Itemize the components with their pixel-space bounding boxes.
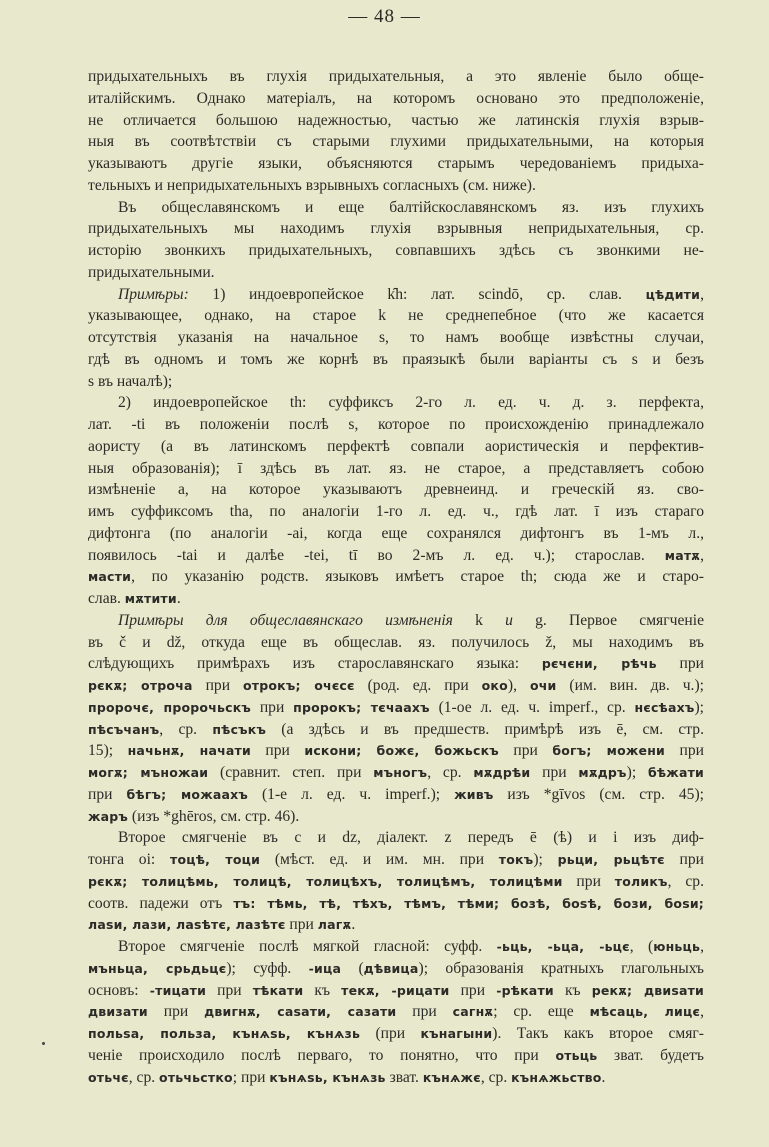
text-segment: лат. -ti въ положеніи послѣ s, которое по происхожденію принадлежало [88,416,704,433]
slavonic-text: око [481,678,508,693]
text-segment: при [192,677,244,694]
text-segment: , [700,1003,704,1021]
text-segment: , ср. [667,872,704,890]
slavonic-text: рєчєни, рѣчь [541,656,657,672]
text-line [88,936,704,958]
text-segment: при [449,981,497,999]
slavonic-text: масти [88,569,132,585]
slavonic-text: мѫдръ [578,765,627,780]
text-segment: ); образованія кратныхъ глагольныхъ [418,959,704,977]
text-line [88,610,704,632]
text-segment: дифтонга (по аналогіи -ai, когда еще сохранялся дифтонгъ въ 1-мъ л., [88,524,704,542]
slavonic-text: -тицати [149,982,207,998]
text-segment: (изъ *ghēros, см. стр. 46). [128,807,300,825]
slavonic-text: толикъ [614,873,668,889]
text-segment: ; при [232,1068,270,1086]
text-segment: при [206,981,253,999]
slavonic-text: отьчьстко [159,1069,233,1085]
text-segment: Второе смягченіе послѣ мягкой гласной: суфф. [118,938,497,955]
text-line [88,110,704,132]
slavonic-text: кънѧжє [422,1069,481,1085]
text-line [88,240,704,262]
text-segment: измѣненіе a, на которое указываютъ древнеинд. и греческій яз. сво- [88,481,704,499]
text-line [88,66,704,88]
text-line [88,436,704,458]
slavonic-text: кънагыни [420,1026,493,1041]
slavonic-text: матѫ [664,547,701,563]
text-segment: при [664,851,704,868]
text-line [88,153,704,175]
slavonic-text: рєкѫ; отроча [88,678,193,693]
text-segment: аористу (а въ латинскомъ перфектѣ совпали аористическія и перфектив- [88,437,704,455]
slavonic-text: отьць [555,1047,598,1063]
text-line [88,392,704,414]
slavonic-text: тъ: тѣмь, тѣ, тѣхъ, тѣмъ, тѣми; бозѣ, боѕѣ, бози, боѕи; [233,895,704,911]
text-line [88,958,704,980]
text-line [88,175,704,197]
text-segment: къ [303,981,342,999]
text-segment: , ср. [480,1068,512,1086]
text-segment: слав. [88,590,125,607]
text-segment: при [530,764,579,781]
text-segment: соотв. падежи отъ [88,894,234,912]
text-segment: , [700,546,704,564]
text-segment: (сравнит. степ. при [208,764,374,781]
text-segment: ); [694,698,704,716]
text-line [88,653,704,675]
slavonic-text: -ьць, -ьца, -ьцє [496,939,630,954]
slavonic-text: тѣкати [252,982,304,998]
text-line [88,197,704,219]
text-segment: 2) индоевропейское th: суффиксъ 2-го л. ед. ч. д. з. перфекта, [118,394,704,412]
text-line [88,371,704,393]
text-segment: при [396,1003,453,1021]
text-segment: изъ *gīvos (см. стр. 45); [493,785,704,803]
italic-text: Примѣры: [118,285,189,303]
text-segment: придыхательныхъ мы находимъ глухія взрывныя непридыхательныя, ср. [88,220,704,238]
slavonic-text: рьци, рьцѣтє [557,852,665,867]
text-segment: , [700,938,704,955]
slavonic-text: бѣгъ; можаахъ [126,786,248,802]
text-line [88,914,704,936]
slavonic-text: нєсѣахъ [634,699,695,715]
text-segment: при [250,742,305,760]
text-segment: при [498,742,553,760]
text-segment: при [147,1003,205,1021]
slavonic-text: пророкъ; тєчаахъ [293,699,430,715]
slavonic-text: искони; божє, божьскъ [304,743,499,759]
text-line [88,327,704,349]
text-line [88,871,704,893]
text-segment: , ср. [128,1068,160,1086]
slavonic-text: кънѧѕь, кънѧзь [269,1069,386,1085]
slavonic-text: дѣвица [363,960,419,976]
text-segment: (род. ед. при [354,677,482,694]
text-segment: при [656,655,704,673]
text-segment: ); [533,851,558,868]
text-segment: при [88,785,127,803]
slavonic-text: пѣсъчанъ [88,721,160,737]
slavonic-text: польѕа, польза, кънѧѕь, кънѧзь [88,1026,361,1041]
text-segment: s въ началѣ); [88,372,173,390]
slavonic-text: пѣсъкъ [212,721,267,737]
text-line [88,131,704,153]
slavonic-text: мѣсаць, лицє [589,1004,701,1020]
slavonic-text: юньць [653,939,701,954]
text-segment: не отличается большою надежностью, частью же латинскія глухія взрыв- [88,111,704,129]
text-line [88,719,704,741]
slavonic-text: токъ [498,852,534,867]
text-segment: гдѣ въ одномъ и томъ же корнѣ въ праязыкѣ были варіанты съ s и безъ [88,350,704,368]
text-line [88,762,704,784]
text-segment: ныя образованія); ī здѣсь въ лат. яз. не старое, а представляетъ собою [88,459,704,477]
slavonic-text: сагнѫ [452,1004,494,1020]
text-segment: (1-е л. ед. ч. imperf.); [247,785,455,803]
text-segment: тельныхъ и непридыхательныхъ взрывныхъ согласныхъ (см. ниже). [88,176,536,194]
text-segment: (мѣст. ед. и им. мн. при [260,851,499,868]
text-segment: при [285,916,318,934]
text-line [88,523,704,545]
text-line [88,501,704,523]
text-segment: . [351,916,356,934]
text-segment: ), [507,677,530,694]
text-segment: , по указанію родств. языковъ имѣетъ старое th; сюда же и старо- [131,568,704,586]
text-segment: , ( [629,938,654,955]
text-line [88,827,704,849]
slavonic-text: лагѫ [317,917,352,933]
text-segment: . [176,590,181,607]
text-line [88,1045,704,1067]
italic-text: и [505,611,513,629]
slavonic-text: кънѧжьство [511,1069,602,1085]
text-line [88,980,704,1002]
slavonic-text: начьнѫ, начати [127,743,251,759]
italic-text: Примѣры для общеславянскаго измѣненія [118,611,453,629]
text-segment: g. Первое смягченіе [512,611,704,629]
text-segment: k [452,611,506,629]
text-segment: ; ср. еще [493,1003,590,1021]
text-line [88,305,704,327]
slavonic-text: рєкѫ; толицѣмь, толицѣ, толицѣхъ, толицѣмъ, толицѣми [88,873,563,889]
text-segment: ( [341,959,364,977]
text-segment: , [700,285,704,303]
text-line [88,632,704,654]
text-segment: 1) индоевропейское k̑h: лат. scindō, ср. слав. [188,285,646,303]
text-segment: указываютъ другіе языки, объясняются старымъ чередованіемъ придыха- [88,155,704,172]
text-segment: ныя въ соотвѣтствіи съ старыми глухими придыхательными, на которыя [88,133,704,151]
text-segment: придыхательными. [88,263,215,281]
text-line [88,806,704,828]
text-line [88,262,704,284]
text-line [88,675,704,697]
slavonic-text: мѫтити [124,591,177,606]
body-text [88,66,704,1088]
text-segment: (им. вин. дв. ч.); [556,677,704,694]
text-segment: зват. [385,1068,423,1086]
slavonic-text: отрокъ; очєсє [243,678,355,693]
text-segment: ); суфф. [226,959,309,977]
slavonic-text: цѣдити [645,286,701,302]
text-line [88,588,704,610]
text-segment: къ [553,981,592,999]
text-segment: при [251,698,294,716]
slavonic-text: рекѫ; двиѕати [591,982,705,998]
text-segment: основъ: [88,981,150,999]
text-line [88,893,704,915]
slavonic-text: двизати [88,1004,148,1020]
text-line [88,545,704,567]
text-line [88,284,704,306]
text-line [88,849,704,871]
text-line [88,784,704,806]
slavonic-text: бѣжати [647,765,704,780]
slavonic-text: -ица [308,960,342,976]
text-segment: появилось -tai и далѣе -tei, tī во 2-мъ л. ед. ч.); старослав. [88,546,665,564]
text-line [88,566,704,588]
page-number: — 48 — [348,6,421,27]
slavonic-text: текѫ, -рицати [341,982,450,998]
text-segment: указывающее, однако, на старое k не среднепебное (что же касается [88,307,704,325]
text-segment: зват. будетъ [597,1046,704,1064]
text-segment: въ č и dž, откуда еще въ общеслав. яз. получилось ž, мы находимъ въ [88,633,704,651]
text-segment: (а здѣсь и въ предшеств. примѣрѣ изъ ē, см. стр. [266,720,705,738]
text-line [88,458,704,480]
slavonic-text: тоцѣ, тоци [170,852,261,867]
text-line [88,218,704,240]
text-line [88,1023,704,1045]
text-segment: . [601,1068,606,1086]
text-segment: (при [360,1025,421,1042]
slavonic-text: живъ [454,786,494,802]
text-line [88,740,704,762]
slavonic-text: пророчє, пророчьскъ [88,699,251,715]
text-segment: (1-ое л. ед. ч. imperf., ср. [429,698,635,716]
text-segment: , ср. [159,720,213,738]
text-segment: ); [626,764,648,781]
text-line [88,479,704,501]
text-line [88,88,704,110]
text-segment: Въ общеславянскомъ и еще балтійскославянскомъ яз. изъ глухихъ [118,198,704,216]
text-segment: при [665,742,704,760]
slavonic-text: -рѣкати [496,982,554,998]
text-line [88,414,704,436]
slavonic-text: мѫдрѣи [473,765,531,780]
text-line [88,1001,704,1023]
text-segment: 15); [88,742,128,760]
text-line [88,697,704,719]
slavonic-text: двигнѫ, саѕати, сазати [204,1004,397,1020]
text-line [88,349,704,371]
text-line [88,1067,704,1089]
text-segment: при [562,872,615,890]
text-segment: придыхательныхъ въ глухія придыхательныя, а это явленіе было обще- [88,68,704,85]
text-segment: ). Такъ какъ второе смяг- [492,1025,704,1042]
slavonic-text: могѫ; мъножаи [88,765,209,780]
text-segment: Второе смягченіе въ c и dz, діалект. z передъ ē (ѣ) и i изъ диф- [118,829,704,847]
text-segment: отсутствія указанія на начальное s, то намъ вообще извѣстны случаи, [88,329,704,346]
text-segment: италійскимъ. Однако матеріалъ, на которомъ основано это предположеніе, [88,89,704,107]
text-segment: слѣдующихъ примѣрахъ изъ старославянскаго языка: [88,655,542,673]
text-segment: , ср. [427,764,474,781]
text-segment: ченіе происходило послѣ перваго, то понятно, что при [88,1046,556,1064]
slavonic-text: богъ; можени [552,743,666,759]
slavonic-text: очи [529,678,557,693]
slavonic-text: отьчє [88,1069,129,1085]
slavonic-text: жаръ [88,808,129,824]
margin-mark [42,1042,45,1045]
text-segment: тонга oi: [88,851,170,868]
text-segment: исторію звонкихъ придыхательныхъ, совпавшихъ здѣсь съ звонкими не- [88,242,704,259]
slavonic-text: мъньца, срьдьцє [88,960,227,976]
slavonic-text: мъногъ [373,765,428,780]
slavonic-text: лаѕи, лази, лаѕѣтє, лазѣтє [88,917,286,933]
text-segment: имъ суффиксомъ tha, по аналогіи 1-го л. ед. ч., гдѣ лат. ī изъ стараго [88,503,704,520]
